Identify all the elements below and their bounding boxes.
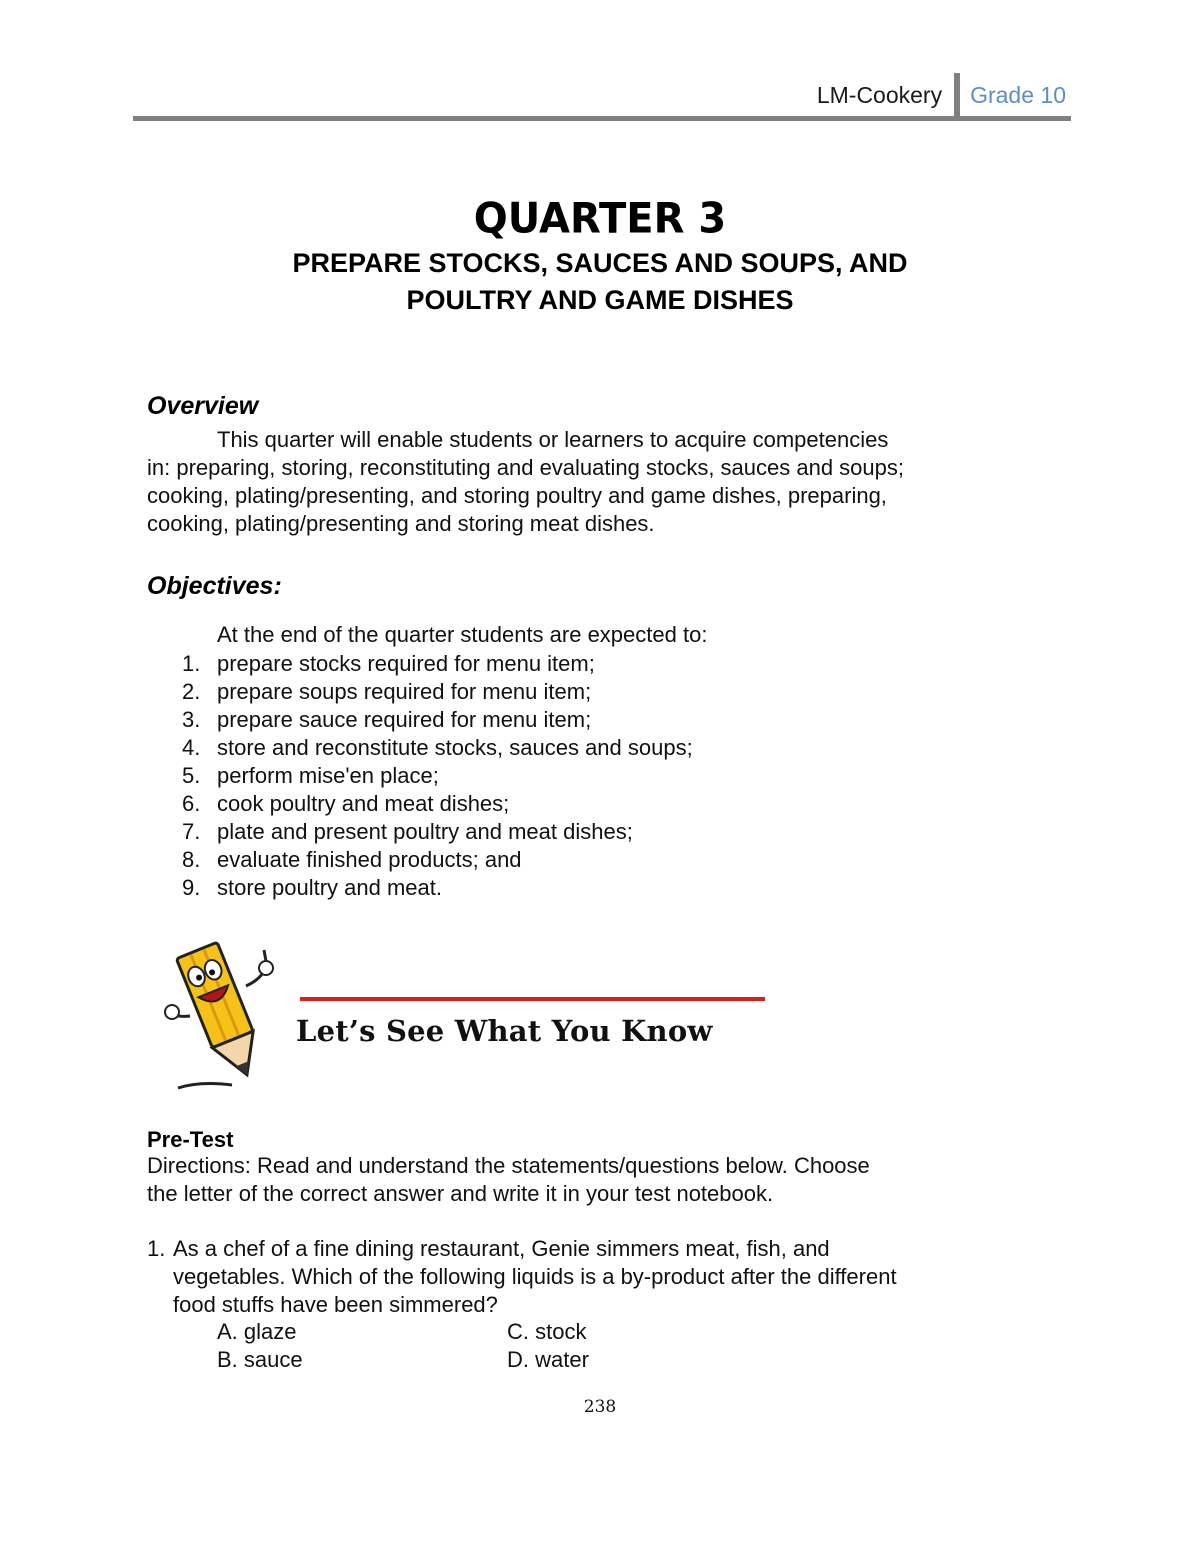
quarter-subtitle — [0, 245, 1200, 319]
overview-paragraph — [147, 426, 1027, 538]
header-rule — [133, 116, 1071, 121]
overview-heading: Overview — [147, 392, 259, 420]
list-item — [182, 734, 693, 762]
item-number: 6. — [182, 791, 201, 816]
list-item — [182, 678, 693, 706]
item-text: evaluate finished products; and — [217, 847, 522, 872]
choice-b: B. sauce — [217, 1347, 303, 1372]
objectives-heading: Objectives: — [147, 572, 282, 600]
item-text: plate and present poultry and meat dishes; — [217, 819, 633, 844]
overview-line: cooking, plating/presenting, and storing poultry and game dishes, preparing, — [147, 483, 887, 508]
item-number: 4. — [182, 735, 201, 760]
list-item — [182, 762, 693, 790]
list-item — [182, 846, 693, 874]
question-line: food stuffs have been simmered? — [173, 1292, 498, 1317]
overview-line: This quarter will enable students or learners to acquire competencies — [217, 427, 889, 452]
overview-line: cooking, plating/presenting and storing meat dishes. — [147, 511, 655, 536]
doc-title: LM-Cookery — [816, 81, 943, 108]
item-number: 9. — [182, 875, 201, 900]
pretest-title: Pre-Test — [147, 1127, 234, 1152]
question-number: 1. — [147, 1236, 166, 1261]
choice-c: C. stock — [507, 1319, 587, 1344]
overview-line: in: preparing, storing, reconstituting and evaluating stocks, sauces and soups; — [147, 455, 905, 480]
item-number: 3. — [182, 707, 201, 732]
banner-divider — [300, 997, 765, 1001]
item-number: 7. — [182, 819, 201, 844]
pencil-mascot-icon — [160, 938, 280, 1093]
banner-title: Let’s See What You Know — [296, 1014, 713, 1048]
pretest-directions — [147, 1152, 1047, 1208]
choice-d: D. water — [507, 1347, 589, 1372]
item-text: prepare stocks required for menu item; — [217, 651, 595, 676]
list-item — [182, 818, 693, 846]
page-header — [817, 72, 1066, 118]
list-item — [182, 790, 693, 818]
objectives-list — [182, 650, 693, 902]
list-item — [182, 706, 693, 734]
objectives-intro: At the end of the quarter students are expected to: — [217, 622, 708, 647]
item-text: prepare soups required for menu item; — [217, 679, 592, 704]
subtitle-line: PREPARE STOCKS, SAUCES AND SOUPS, AND — [292, 248, 908, 278]
directions-line: Directions: Read and understand the statements/questions below. Choose — [147, 1153, 870, 1178]
directions-line: the letter of the correct answer and write it in your test notebook. — [147, 1181, 774, 1206]
grade-label: Grade 10 — [970, 81, 1066, 108]
choice-a: A. glaze — [217, 1319, 297, 1344]
item-number: 5. — [182, 763, 201, 788]
item-text: store and reconstitute stocks, sauces and soups; — [217, 735, 693, 760]
item-text: prepare sauce required for menu item; — [217, 707, 592, 732]
item-number: 1. — [182, 651, 201, 676]
item-text: perform mise'en place; — [217, 763, 439, 788]
question-line: As a chef of a fine dining restaurant, Genie simmers meat, fish, and — [173, 1236, 830, 1261]
question-line: vegetables. Which of the following liquids is a by-product after the different — [173, 1264, 897, 1289]
item-text: store poultry and meat. — [217, 875, 443, 900]
list-item — [182, 650, 693, 678]
subtitle-line: POULTRY AND GAME DISHES — [406, 285, 794, 315]
list-item — [182, 874, 693, 902]
page-number: 238 — [583, 1397, 617, 1417]
answer-choices — [217, 1318, 589, 1374]
item-number: 8. — [182, 847, 201, 872]
question-1 — [147, 1235, 1047, 1319]
quarter-title: QUARTER 3 — [473, 194, 727, 244]
item-text: cook poultry and meat dishes; — [217, 791, 510, 816]
item-number: 2. — [182, 679, 201, 704]
question-text — [147, 1235, 1047, 1319]
